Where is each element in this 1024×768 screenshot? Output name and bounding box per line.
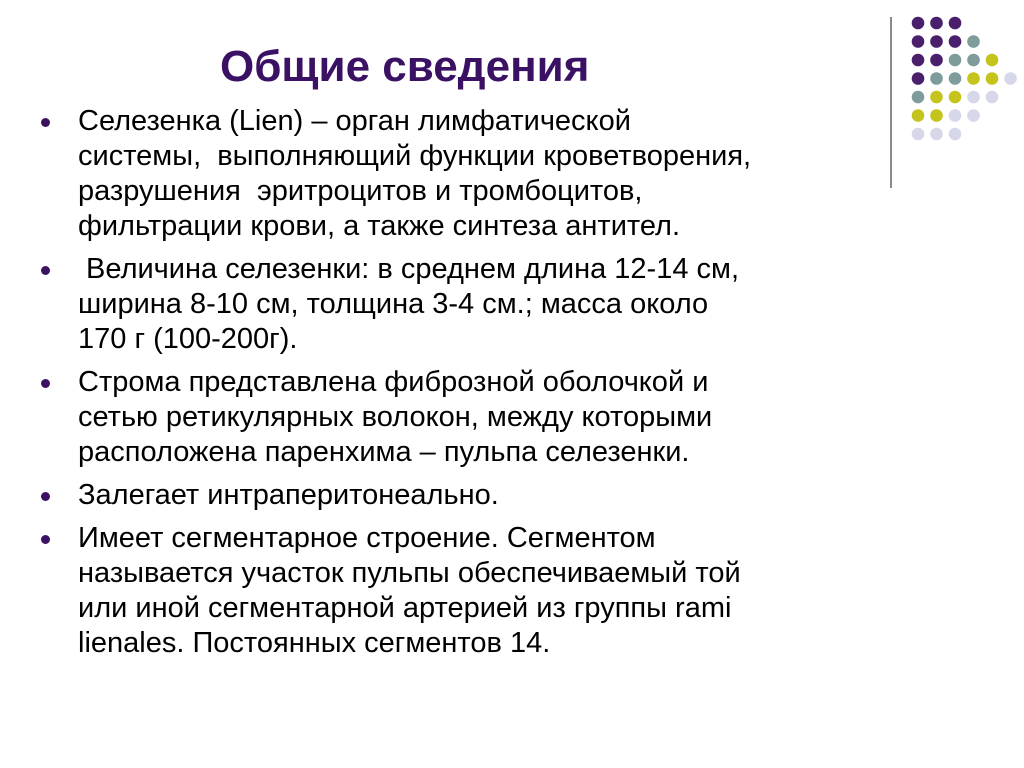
bullet-text-line: Величина селезенки: в среднем длина 12-14 см,	[78, 253, 739, 285]
decorative-dot	[930, 72, 943, 85]
decorative-dot	[930, 54, 943, 67]
decorative-dot	[986, 54, 999, 67]
decorative-dot	[986, 72, 999, 85]
decorative-dot	[949, 17, 962, 30]
decorative-dot	[1004, 72, 1017, 85]
decorative-dot	[949, 72, 962, 85]
bullet-text-line: расположена паренхима – пульпа селезенки.	[78, 436, 690, 468]
bullet-text-line: Залегает интраперитонеально.	[78, 479, 499, 511]
bullet-text-line: или иной сегментарной артерией из группы rami	[78, 592, 732, 624]
decorative-dot	[912, 54, 925, 67]
bullet-item	[0, 365, 1024, 470]
bullet-item	[0, 478, 1024, 513]
bullet-text-line: называется участок пульпы обеспечиваемый той	[78, 557, 741, 589]
bullet-item	[0, 252, 1024, 357]
bullet-text-line: ширина 8-10 см, толщина 3-4 см.; масса около	[78, 288, 709, 320]
bullet-text-line: 170 г (100-200г).	[78, 323, 298, 355]
decorative-dot	[912, 91, 925, 104]
decorative-dot	[912, 17, 925, 30]
decorative-dot	[967, 54, 980, 67]
decorative-dot	[930, 91, 943, 104]
bullet-text-line: разрушения эритроцитов и тромбоцитов,	[78, 175, 643, 207]
bullet-text-line: сетью ретикулярных волокон, между которыми	[78, 401, 713, 433]
decorative-dot	[912, 35, 925, 48]
decorative-dot	[967, 35, 980, 48]
decorative-dot	[949, 91, 962, 104]
bullet-dot-icon	[41, 492, 50, 501]
decorative-dot	[930, 17, 943, 30]
bullet-dot-icon	[41, 266, 50, 275]
bullet-item	[0, 521, 1024, 661]
decorative-dot	[986, 91, 999, 104]
bullet-text-line: Строма представлена фиброзной оболочкой и	[78, 366, 709, 398]
bullet-dot-icon	[41, 535, 50, 544]
decorative-dot	[967, 91, 980, 104]
bullet-item	[0, 104, 1024, 244]
slide-title: Общие сведения	[220, 42, 590, 91]
bullet-text-line: lienales. Постоянных сегментов 14.	[78, 627, 551, 659]
decorative-dot	[912, 72, 925, 85]
bullet-dot-icon	[41, 379, 50, 388]
bullet-text-line: Имеет сегментарное строение. Сегментом	[78, 522, 656, 554]
decorative-dot	[949, 54, 962, 67]
bullet-text-line: Селезенка (Lien) – орган лимфатической	[78, 105, 631, 137]
bullet-text-line: системы, выполняющий функции кроветворения,	[78, 140, 752, 172]
decorative-dot	[949, 35, 962, 48]
bullet-text-line: фильтрации крови, а также синтеза антител.	[78, 210, 681, 242]
decorative-dot	[967, 72, 980, 85]
bullet-list	[0, 104, 1024, 669]
bullet-dot-icon	[41, 118, 50, 127]
decorative-dot	[930, 35, 943, 48]
